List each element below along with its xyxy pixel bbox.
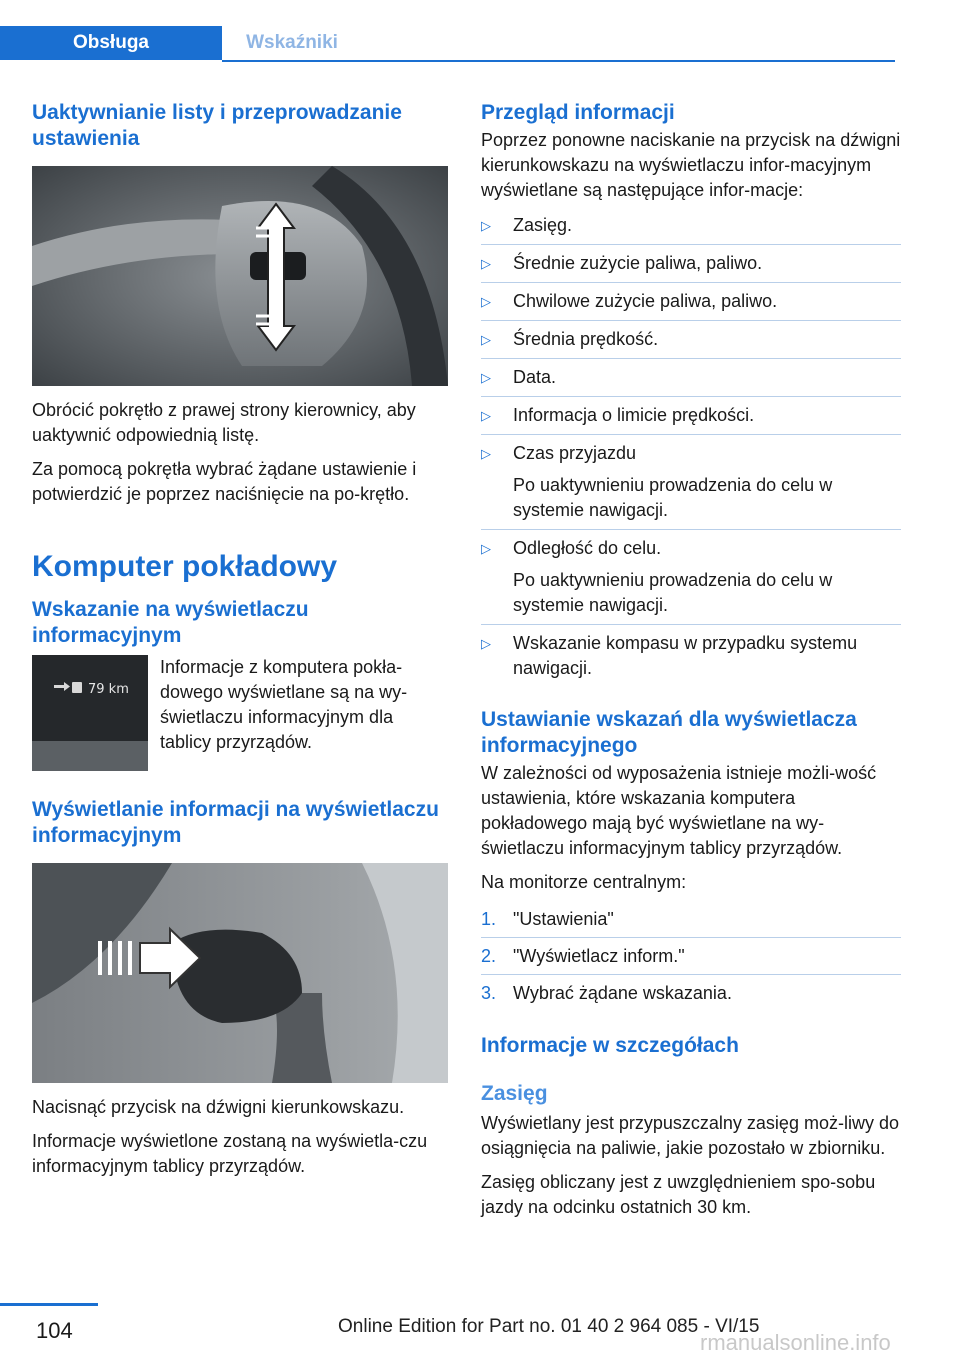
steering-wheel-figure [32,166,448,386]
header-tabs [0,26,895,60]
paragraph-range-1: Wyświetlany jest przypuszczalny zasięg moż-liwy do osiągnięcia na paliwie, jakie pozostało w zbiorniku. [481,1113,899,1158]
triangle-bullet-icon: ▷ [481,218,491,233]
main-title-onboard-computer: Komputer pokładowy [32,550,338,583]
section-title-info-overview: Przegląd informacji [481,101,675,124]
step-item [481,907,901,938]
paragraph-press-button: Nacisnąć przycisk na dźwigni kierunkowskazu. [32,1097,405,1117]
footer-rule [0,1303,98,1306]
list-item [481,365,901,397]
paragraph-info-overview: Poprzez ponowne naciskanie na przycisk na dźwigni kierunkowskazu na wyświetlaczu infor-macyjnym wyświetlane są następujące infor-macje: [481,130,901,200]
list-item-text: Wskazanie kompasu w przypadku systemu nawigacji. [513,633,858,678]
section-title-show-info: Wyświetlanie informacji na wyświetlaczu informacyjnym [32,798,439,847]
list-item-text: Informacja o limicie prędkości. [513,405,755,425]
paragraph-select-setting: Za pomocą pokrętła wybrać żądane ustawienie i potwierdzić je poprzez naciśnięcie na po-krętło. [32,459,417,504]
info-list [481,213,901,687]
tab-obsluga[interactable]: Obsługa [0,26,222,60]
section-title-display-settings: Ustawianie wskazań dla wyświetlacza informacyjnego [481,708,857,757]
section-title-info-display: Wskazanie na wyświetlaczu informacyjnym [32,598,309,647]
section-title-range: Zasięg [481,1082,548,1105]
watermark: rmanualsonline.info [700,1330,891,1355]
list-item [481,536,901,625]
paragraph-info-shown: Informacje wyświetlone zostaną na wyświetla-czu informacyjnym tablicy przyrządów. [32,1131,428,1176]
paragraph-display-settings: W zależności od wyposażenia istnieje możli-wość ustawienia, które wskazania komputera pokładowego mają być wyświetlane na wy-świetlaczu informacyjnym tablicy przyrządów. [481,763,877,858]
display-range-value: 79 km [88,682,129,697]
page-number: 104 [36,1318,73,1343]
list-item-text: Zasięg. [513,215,573,235]
info-display-illustration [32,655,148,771]
triangle-bullet-icon: ▷ [481,256,491,271]
list-item-text: Data. [513,367,557,387]
list-item [481,213,901,245]
step-text: "Wyświetlacz inform." [513,946,685,966]
list-item [481,441,901,530]
list-item-text: Średnia prędkość. [513,329,659,349]
steering-wheel-illustration [32,166,448,386]
list-item-subtext: Po uaktywnieniu prowadzenia do celu w systemie nawigacji. [513,475,833,520]
triangle-bullet-icon: ▷ [481,541,491,556]
list-item [481,289,901,321]
header-rule [222,60,895,62]
step-number: 3. [481,983,497,1003]
paragraph-rotate-knob: Obrócić pokrętło z prawej strony kierownicy, aby uaktywnić odpowiednią listę. [32,400,416,445]
tab-wskazniki[interactable]: Wskaźniki [246,32,338,53]
list-item-text: Czas przyjazdu [513,443,637,463]
triangle-bullet-icon: ▷ [481,446,491,461]
turn-signal-lever-illustration [32,863,448,1083]
list-item-text: Odległość do celu. [513,538,662,558]
step-item [481,981,901,1011]
paragraph-info-display: Informacje z komputera pokła-dowego wyświetlane są na wy-świetlaczu informacyjnym dla tablicy przyrządów. [160,657,408,752]
triangle-bullet-icon: ▷ [481,294,491,309]
turn-signal-lever-figure [32,863,448,1083]
list-item [481,403,901,435]
paragraph-central-monitor: Na monitorze centralnym: [481,872,687,892]
triangle-bullet-icon: ▷ [481,636,491,651]
list-item-text: Średnie zużycie paliwa, paliwo. [513,253,763,273]
left-column [32,100,448,1188]
info-display-figure [32,655,148,771]
right-column [481,100,901,1229]
triangle-bullet-icon: ▷ [481,332,491,347]
steps-list [481,907,901,1011]
triangle-bullet-icon: ▷ [481,370,491,385]
step-number: 2. [481,946,497,966]
info-display-block [32,655,448,771]
section-title-details: Informacje w szczegółach [481,1034,739,1057]
step-number: 1. [481,909,497,929]
list-item [481,251,901,283]
step-item [481,944,901,975]
section-title-list-activation: Uaktywnianie listy i przeprowadzanie ustawienia [32,101,402,150]
step-text: Wybrać żądane wskazania. [513,983,732,1003]
list-item [481,631,901,687]
list-item-text: Chwilowe zużycie paliwa, paliwo. [513,291,778,311]
step-text: "Ustawienia" [513,909,614,929]
paragraph-range-2: Zasięg obliczany jest z uwzględnieniem spo-sobu jazdy na odcinku ostatnich 30 km. [481,1172,876,1217]
edition-text: Online Edition for Part no. 01 40 2 964 085 - VI/15 [338,1316,760,1337]
list-item [481,327,901,359]
list-item-subtext: Po uaktywnieniu prowadzenia do celu w systemie nawigacji. [513,570,833,615]
triangle-bullet-icon: ▷ [481,408,491,423]
